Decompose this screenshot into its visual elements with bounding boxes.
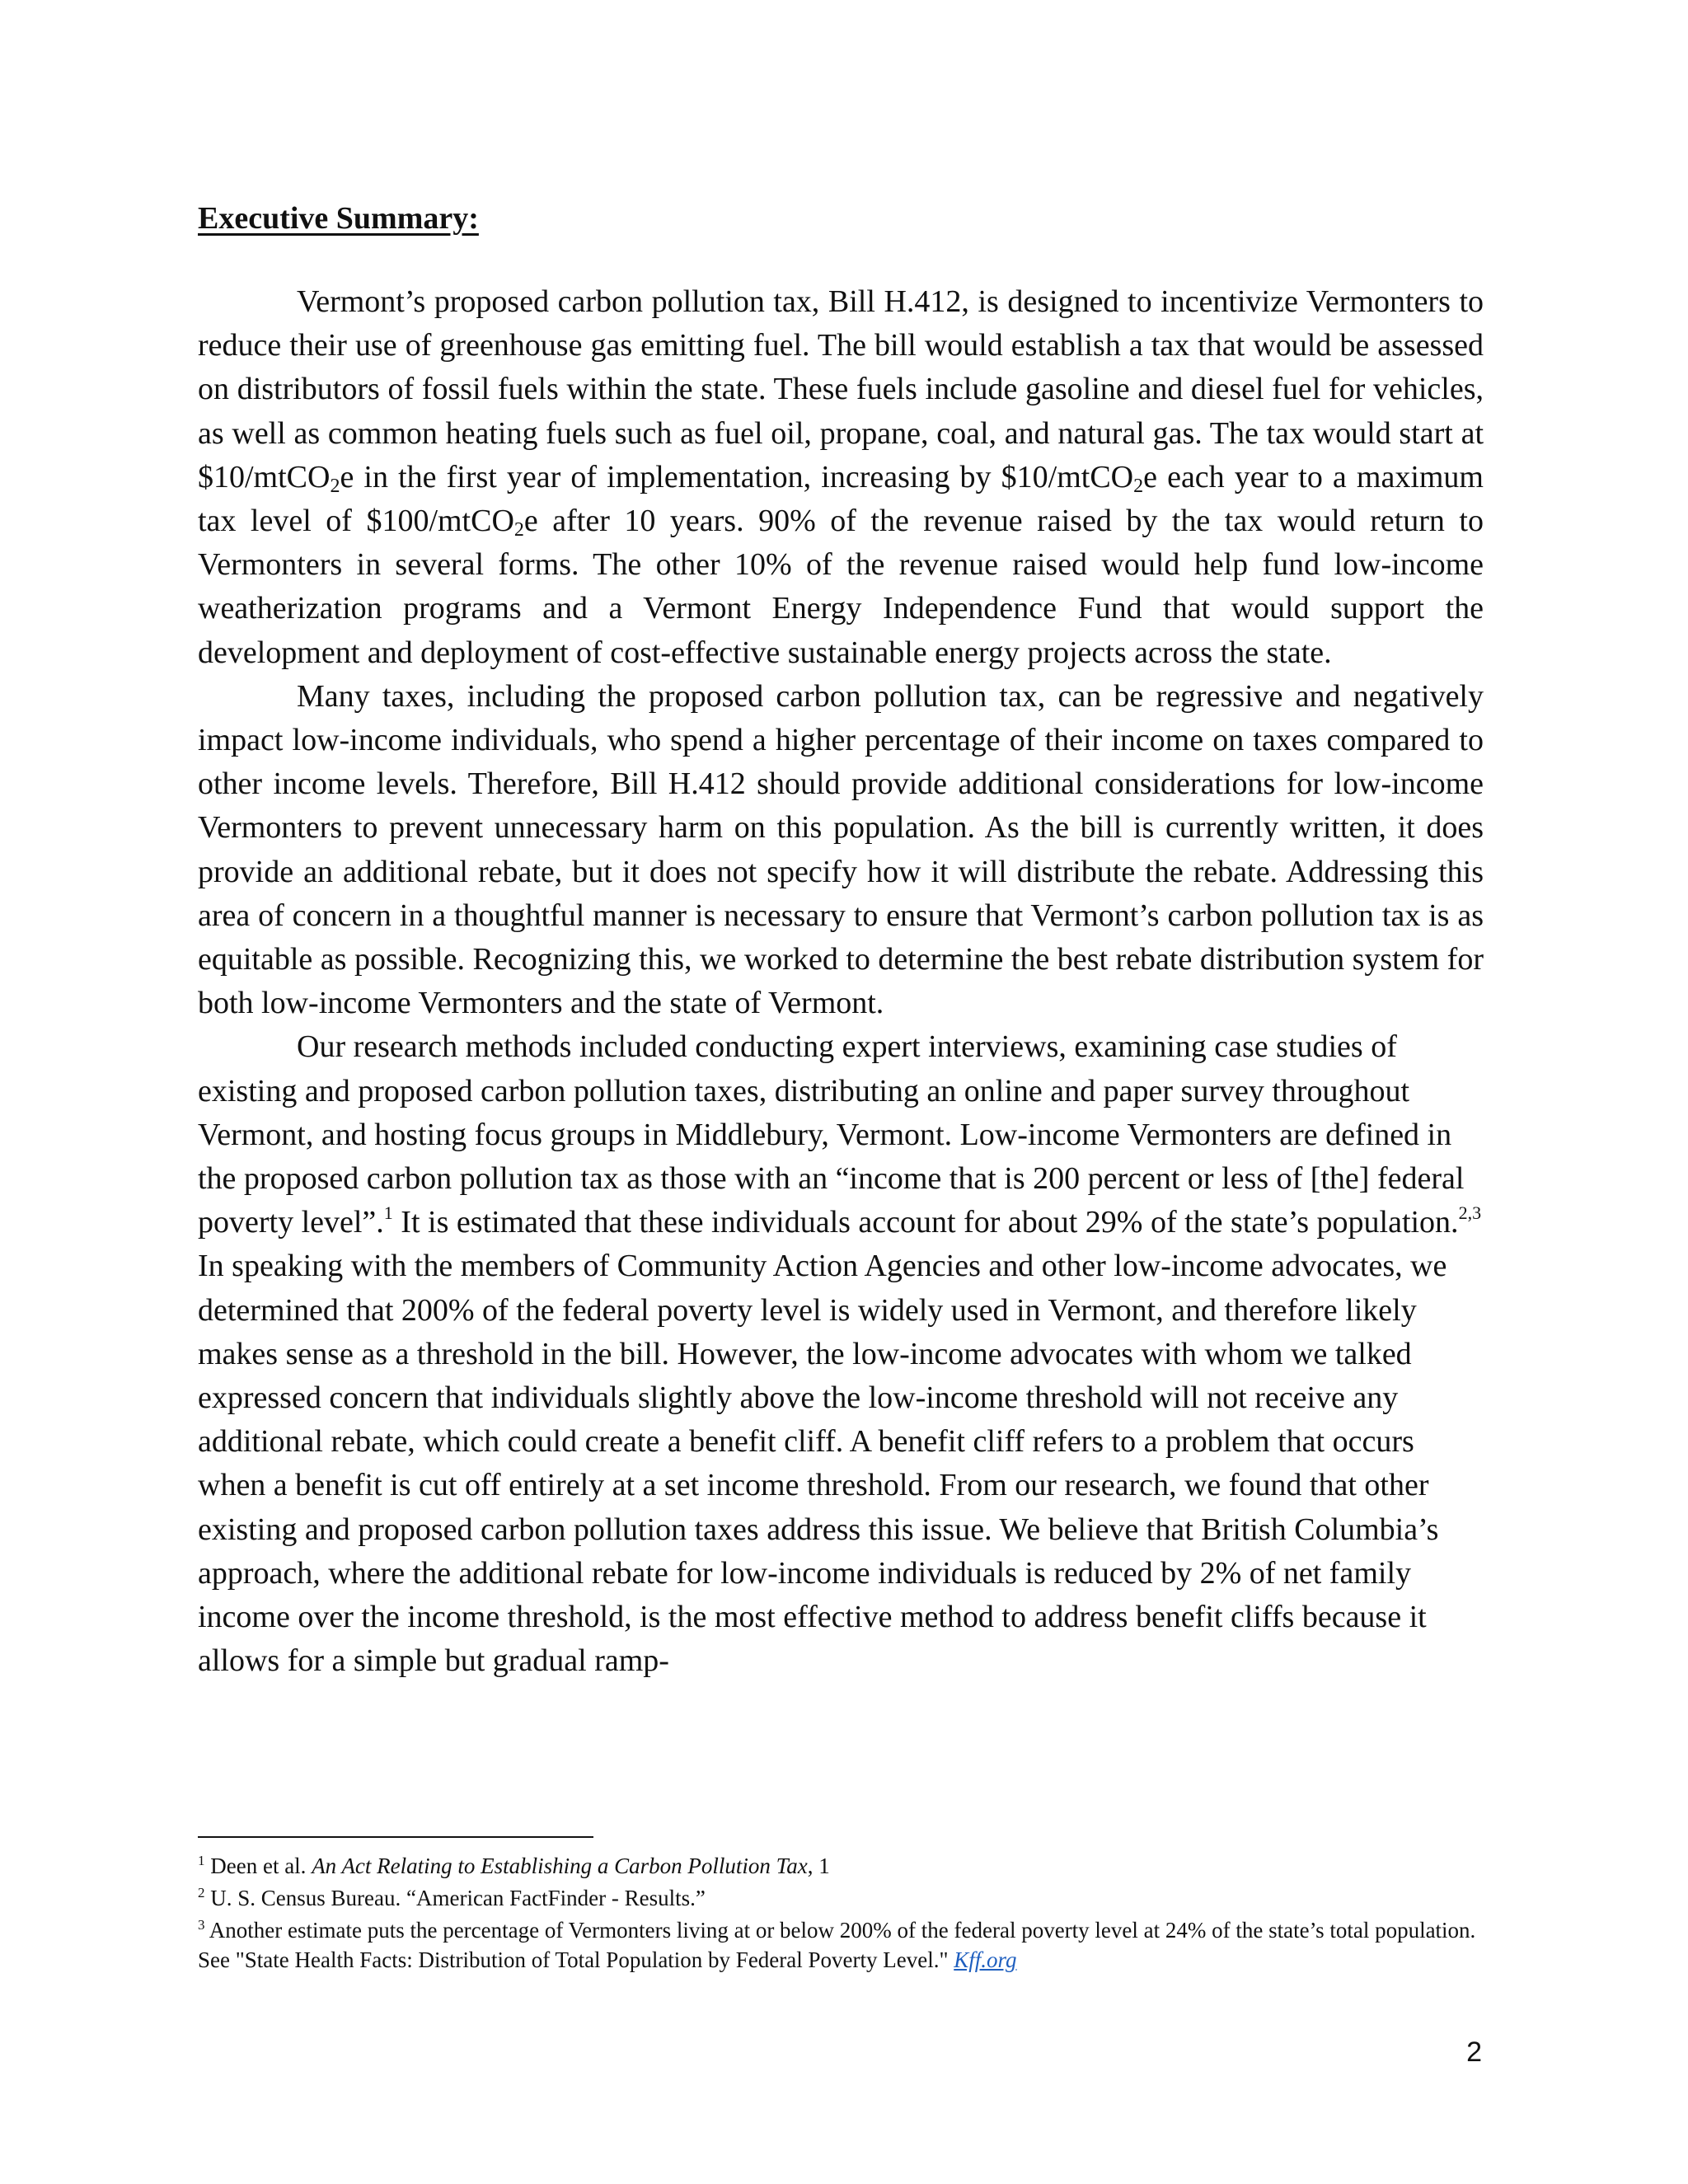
footnote-3 [198, 1915, 1484, 1975]
footnote-1-text: Deen et al. [204, 1854, 312, 1878]
footnote-separator [198, 1836, 593, 1838]
paragraph-1-text-d: e after 10 years. 90% of the revenue raised by the tax would return to Vermonters in several forms. The other 10% of the revenue raised would help fund low-income weatherization programs and a Vermont Energy Independence Fund that would support the development and deployment of cost-effective sustainable energy projects across the state. [198, 504, 1484, 670]
footnote-1-page: , 1 [807, 1854, 830, 1878]
footnote-1-title: An Act Relating to Establishing a Carbon Pollution Tax [312, 1854, 808, 1878]
paragraph-3-text-c: In speaking with the members of Community Action Agencies and other low-income advocates, we determined that 200% of the federal poverty level is widely used in Vermont, and therefore likely makes sense as a threshold in the bill. However, the low-income advocates with whom we talked expressed concern that individuals slightly above the low-income threshold will not receive any additional rebate, which could create a benefit cliff. A benefit cliff refers to a problem that occurs when a benefit is cut off entirely at a set income threshold. From our research, we found that other existing and proposed carbon pollution taxes address this issue. We believe that British Columbia’s approach, where the additional rebate for low-income individuals is reduced by 2% of net family income over the income threshold, is the most effective method to address benefit cliffs because it allows for a simple but gradual ramp- [198, 1249, 1447, 1679]
footnote-marker: 1 [198, 1853, 205, 1868]
footnote-3-text: Another estimate puts the percentage of Vermonters living at or below 200% of the federal poverty level at 24% of the state’s total population. See "State Health Facts: Distribution of Total Population by Federal Poverty Level." [198, 1918, 1476, 1972]
page-number: 2 [1466, 2036, 1482, 2068]
kff-link[interactable]: Kff.org [954, 1947, 1017, 1972]
paragraph-3-text-a: Our research methods included conducting expert interviews, examining case studies of existing and proposed carbon pollution taxes, distributing an online and paper survey throughout Vermont, and hosting focus groups in Middlebury, Vermont. Low-income Vermonters are defined in the proposed carbon pollution tax as those with an “income that is 200 percent or less of [the] federal poverty level”. [198, 1029, 1465, 1240]
paragraph-1-text-c: e each year to a maximum tax level of $100/mtCO [198, 459, 1484, 539]
footnote-marker: 2 [198, 1885, 205, 1900]
paragraph-3-text-b: It is estimated that these individuals account for about 29% of the state’s population. [392, 1205, 1459, 1240]
paragraph-3 [198, 1025, 1484, 1683]
footnote-2 [198, 1883, 1484, 1913]
footnotes [198, 1851, 1484, 1977]
paragraph-2: Many taxes, including the proposed carbon pollution tax, can be regressive and negatively impact low-income individuals, who spend a higher percentage of their income on taxes compared to other income levels. Therefore, Bill H.412 should provide additional considerations for low-income Vermonters to prevent unnecessary harm on this population. As the bill is currently written, it does provide an additional rebate, but it does not specify how it will distribute the rebate. Addressing this area of concern in a thoughtful manner is necessary to ensure that Vermont’s carbon pollution tax is as equitable as possible. Recognizing this, we worked to determine the best rebate distribution system for both low-income Vermonters and the state of Vermont. [198, 678, 1484, 1021]
footnote-marker: 3 [198, 1917, 205, 1933]
subscript-2: 2 [330, 475, 340, 497]
footnote-ref-1[interactable]: 1 [383, 1202, 393, 1224]
main-body [198, 280, 1484, 1684]
paragraph-1-text-b: e in the first year of implementation, increasing by $10/mtCO [340, 459, 1134, 494]
paragraph-1-text-a: Vermont’s proposed carbon pollution tax, Bill H.412, is designed to incentivize Vermonters to reduce their use of greenhouse gas emitting fuel. The bill would establish a tax that would be assessed on distributors of fossil fuels within the state. These fuels include gasoline and diesel fuel for vehicles, as well as common heating fuels such as fuel oil, propane, coal, and natural gas. The tax would start at $10/mtCO [198, 284, 1484, 494]
paragraph-1 [198, 280, 1484, 675]
footnote-1 [198, 1851, 1484, 1881]
footnote-ref-2-3[interactable]: 2,3 [1458, 1202, 1482, 1224]
footnote-2-text: U. S. Census Bureau. “American FactFinder - Results.” [204, 1886, 706, 1910]
subscript-2: 2 [513, 519, 524, 541]
subscript-2: 2 [1133, 475, 1144, 497]
section-heading: Executive Summary: [198, 201, 479, 236]
